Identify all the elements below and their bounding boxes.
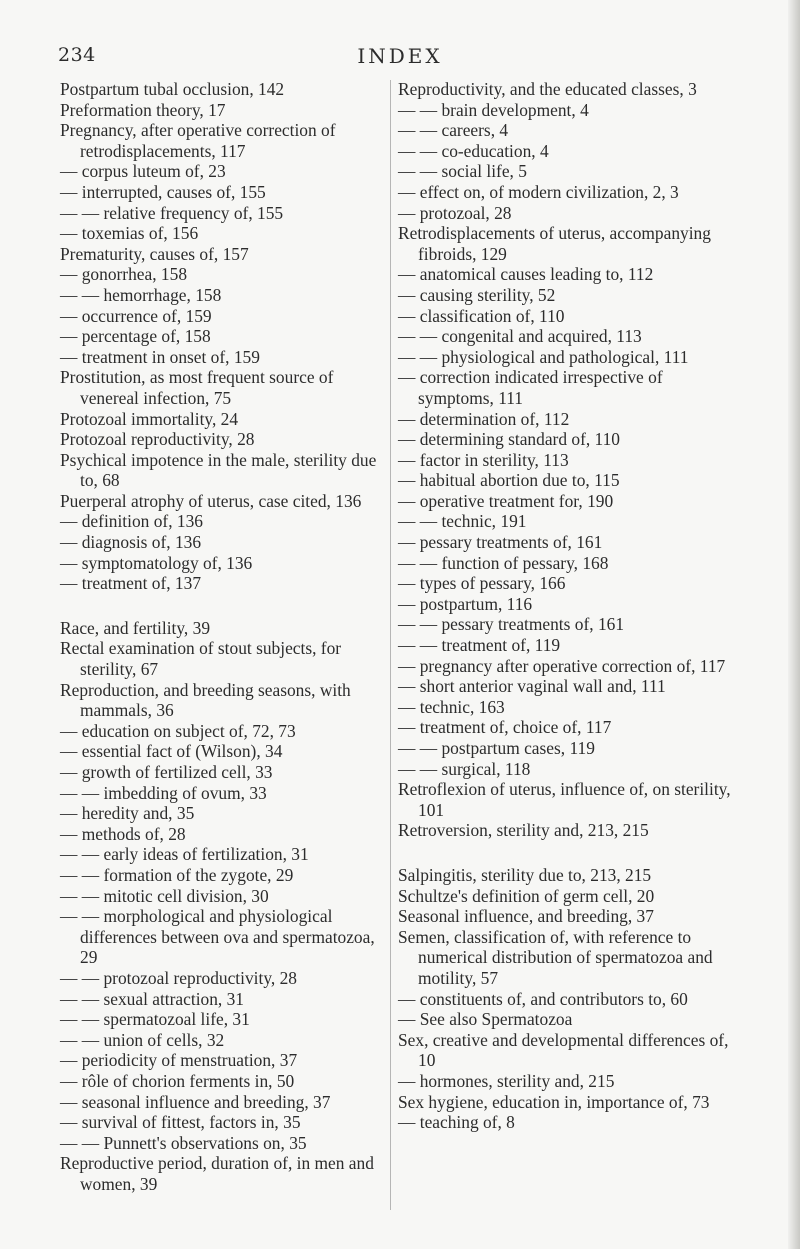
index-entry: Retroversion, sterility and, 213, 215: [398, 820, 649, 841]
index-subentry: — short anterior vaginal wall and, 111: [398, 676, 666, 697]
index-subentry: — teaching of, 8: [398, 1112, 515, 1133]
index-subentry: — — union of cells, 32: [60, 1029, 225, 1050]
index-subentry: — causing sterility, 52: [398, 284, 556, 305]
left-index-column: [60, 79, 390, 1194]
index-subentry: — — treatment of, 119: [398, 635, 561, 656]
index-subentry: — — sexual attraction, 31: [60, 988, 245, 1009]
index-subentry: — — Punnett's observations on, 35: [60, 1132, 307, 1153]
index-entry: Sex, creative and developmental differences of, 10: [398, 1029, 729, 1071]
index-subentry: — determination of, 112: [398, 408, 570, 429]
index-entry: Preformation theory, 17: [60, 99, 226, 120]
index-subentry: — periodicity of menstruation, 37: [60, 1050, 298, 1071]
index-subentry: — heredity and, 35: [60, 803, 195, 824]
index-entry: Reproductivity, and the educated classes, 3: [398, 79, 697, 99]
index-subentry: — correction indicated irrespective of symptoms, 111: [398, 367, 663, 408]
index-subentry: — treatment of, choice of, 117: [398, 717, 612, 738]
index-subentry: — gonorrhea, 158: [60, 264, 188, 285]
index-subentry: — percentage of, 158: [60, 326, 211, 347]
index-subentry: — — surgical, 118: [398, 758, 531, 779]
index-entry: Rectal examination of stout subjects, for sterility, 67: [60, 638, 342, 680]
index-subentry: — diagnosis of, 136: [60, 532, 202, 553]
index-entry: Protozoal reproductivity, 28: [60, 429, 255, 450]
index-subentry: — symptomatology of, 136: [60, 552, 253, 573]
index-subentry: — effect on, of modern civilization, 2, 3: [398, 181, 679, 202]
index-subentry: — postpartum, 116: [398, 593, 533, 614]
index-subentry: — pregnancy after operative correction of, 117: [398, 655, 726, 676]
index-entry: Race, and fertility, 39: [60, 617, 211, 638]
page-header: [0, 44, 800, 74]
index-subentry: — — physiological and pathological, 111: [398, 346, 689, 367]
page-number: 234: [58, 44, 96, 66]
index-subentry: — classification of, 110: [398, 305, 565, 326]
index-subentry: — toxemias of, 156: [60, 223, 199, 244]
index-subentry: — — social life, 5: [398, 161, 527, 182]
index-entry: Reproductive period, duration of, in men and women, 39: [60, 1153, 374, 1194]
index-subentry: — See also Spermatozoa: [398, 1009, 573, 1030]
index-subentry: — treatment of, 137: [60, 573, 202, 594]
index-subentry: — essential fact of (Wilson), 34: [60, 741, 283, 762]
index-subentry: — operative treatment for, 190: [398, 490, 614, 511]
section-gap: [60, 594, 390, 618]
index-subentry: — — mitotic cell division, 30: [60, 885, 269, 906]
index-entry: Postpartum tubal occlusion, 142: [60, 79, 285, 99]
index-entry: Seasonal influence, and breeding, 37: [398, 906, 654, 927]
index-entry: Retroflexion of uterus, influence of, on sterility, 101: [398, 779, 731, 820]
index-subentry: — — function of pessary, 168: [398, 552, 609, 573]
page-edge-shadow: [788, 0, 800, 1249]
running-head: INDEX: [357, 44, 443, 68]
index-entry: Retrodisplacements of uterus, accompanying fibroids, 129: [398, 223, 711, 264]
index-subentry: — corpus luteum of, 23: [60, 161, 226, 182]
index-entry: Protozoal immortality, 24: [60, 408, 239, 429]
index-entry: Pregnancy, after operative correction of retrodisplacements, 117: [60, 120, 336, 161]
index-subentry: — protozoal, 28: [398, 202, 512, 223]
index-subentry: — — protozoal reproductivity, 28: [60, 967, 297, 988]
index-subentry: — — careers, 4: [398, 120, 509, 141]
index-entry: Semen, classification of, with reference to numerical distribution of spermatozoa and motility, 57: [398, 926, 713, 988]
index-subentry: — pessary treatments of, 161: [398, 532, 603, 553]
index-subentry: — growth of fertilized cell, 33: [60, 762, 273, 782]
index-subentry: — interrupted, causes of, 155: [60, 181, 266, 202]
index-subentry: — — relative frequency of, 155: [60, 202, 284, 223]
index-subentry: — — imbedding of ovum, 33: [60, 782, 267, 803]
index-subentry: — — hemorrhage, 158: [60, 284, 222, 305]
index-subentry: — habitual abortion due to, 115: [398, 470, 620, 491]
index-subentry: — — congenital and acquired, 113: [398, 326, 642, 347]
index-entry: Reproduction, and breeding seasons, with mammals, 36: [60, 679, 351, 721]
index-subentry: — constituents of, and contributors to, 60: [398, 988, 688, 1009]
index-subentry: — definition of, 136: [60, 511, 203, 532]
index-entry: Psychical impotence in the male, sterility due to, 68: [60, 449, 377, 491]
index-subentry: — technic, 163: [398, 696, 505, 717]
index-subentry: — treatment in onset of, 159: [60, 346, 260, 367]
section-gap: [398, 841, 734, 865]
index-subentry: — education on subject of, 72, 73: [60, 720, 296, 741]
index-entry: Schultze's definition of germ cell, 20: [398, 885, 655, 906]
column-divider: [390, 80, 391, 1210]
index-subentry: — hormones, sterility and, 215: [398, 1070, 615, 1091]
index-subentry: — occurrence of, 159: [60, 305, 212, 326]
index-subentry: — factor in sterility, 113: [398, 449, 569, 470]
index-subentry: — — pessary treatments of, 161: [398, 614, 625, 635]
index-subentry: — — morphological and physiological differences between ova and spermatozoa, 29: [60, 906, 375, 968]
index-subentry: — methods of, 28: [60, 823, 186, 844]
index-subentry: — determining standard of, 110: [398, 429, 621, 450]
index-subentry: — — co-education, 4: [398, 140, 549, 161]
index-entry: Puerperal atrophy of uterus, case cited, 136: [60, 490, 362, 511]
index-subentry: — anatomical causes leading to, 112: [398, 264, 654, 285]
index-entry: Prostitution, as most frequent source of venereal infection, 75: [60, 367, 334, 408]
index-subentry: — — formation of the zygote, 29: [60, 864, 294, 885]
index-subentry: — rôle of chorion ferments in, 50: [60, 1070, 295, 1091]
index-subentry: — — early ideas of fertilization, 31: [60, 844, 309, 865]
right-index-column: [398, 79, 734, 1133]
index-subentry: — — postpartum cases, 119: [398, 738, 595, 758]
index-subentry: — types of pessary, 166: [398, 573, 566, 594]
index-subentry: — — spermatozoal life, 31: [60, 1009, 250, 1030]
index-entry: Salpingitis, sterility due to, 213, 215: [398, 864, 652, 885]
index-subentry: — survival of fittest, factors in, 35: [60, 1112, 301, 1133]
index-entry: Sex hygiene, education in, importance of, 73: [398, 1091, 710, 1112]
index-subentry: — seasonal influence and breeding, 37: [60, 1091, 331, 1112]
index-entry: Prematurity, causes of, 157: [60, 243, 249, 264]
index-subentry: — — technic, 191: [398, 511, 527, 532]
index-subentry: — — brain development, 4: [398, 99, 589, 120]
